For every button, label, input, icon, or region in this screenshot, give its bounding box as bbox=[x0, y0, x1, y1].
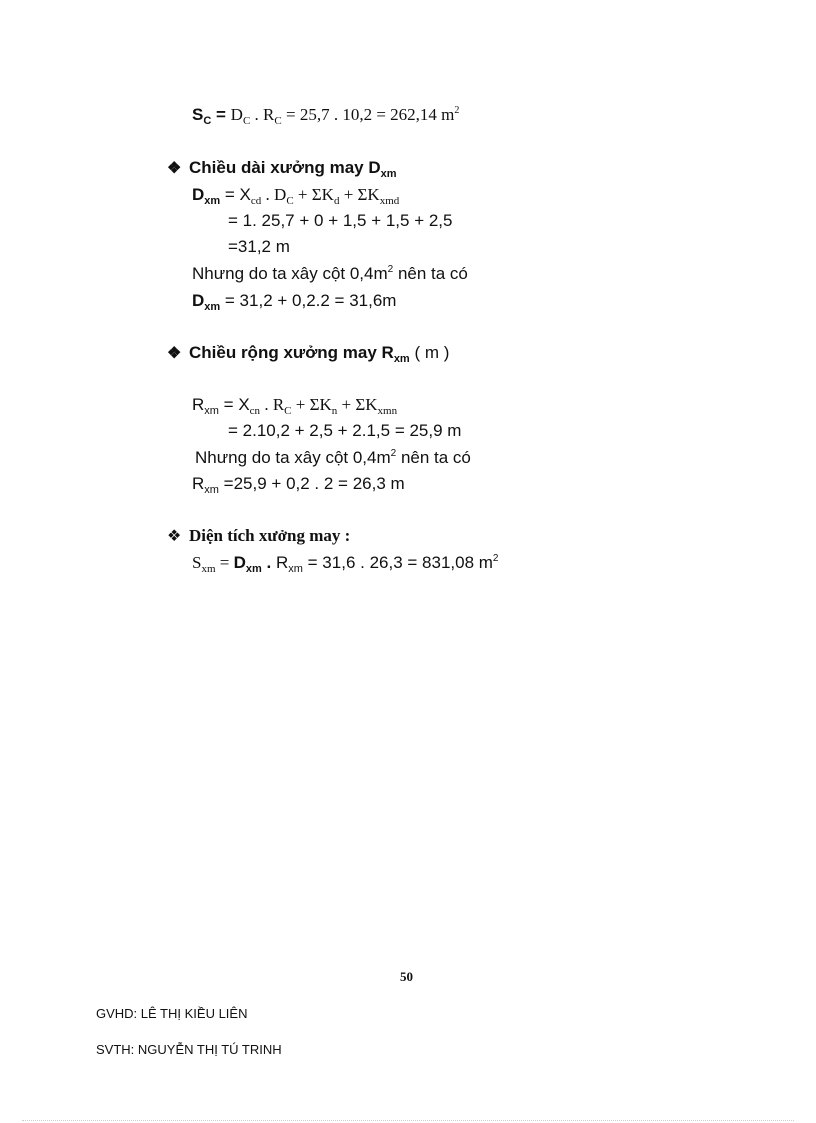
note2-sup: 2 bbox=[390, 448, 397, 459]
dxm-result: =31,2 m bbox=[228, 237, 290, 256]
rxm-term-kn-sub: n bbox=[331, 405, 338, 417]
dxm-final bbox=[192, 290, 396, 312]
sc-equals: = bbox=[211, 105, 231, 124]
dxm-term-kxmd-sub: xmd bbox=[379, 195, 400, 207]
heading-area bbox=[167, 525, 350, 547]
dxm-term-kxmd: + ΣK bbox=[339, 185, 380, 204]
rxm-calc: = 2.10,2 + 2,5 + 2.1,5 = 25,9 m bbox=[228, 421, 462, 440]
dxm-sub: xm bbox=[204, 195, 221, 207]
sxm-symbol: S bbox=[192, 553, 202, 572]
rxm-final bbox=[192, 473, 405, 495]
dxm-calc: = 1. 25,7 + 0 + 1,5 + 1,5 + 2,5 bbox=[228, 211, 453, 230]
heading-width bbox=[167, 342, 449, 365]
sc-r: . R bbox=[250, 105, 275, 124]
rxm-term-kxmn-sub: xmn bbox=[377, 405, 398, 417]
dxm-term-d: . D bbox=[261, 185, 287, 204]
note1-tail: nên ta có bbox=[393, 264, 468, 283]
dxm-final-value: = 31,2 + 0,2.2 = 31,6m bbox=[220, 291, 397, 310]
sxm-d: D bbox=[233, 553, 246, 572]
rxm-formula bbox=[192, 394, 397, 416]
sxm-dot: . bbox=[261, 553, 276, 572]
sc-r-sub: C bbox=[274, 115, 282, 127]
heading-width-text: Chiều rộng xưởng may R bbox=[189, 343, 394, 362]
dxm-term-kd: + ΣK bbox=[293, 185, 334, 204]
sc-sup: 2 bbox=[454, 105, 460, 116]
sc-symbol: S bbox=[192, 105, 204, 124]
note2-text: Nhưng do ta xây cột 0,4m bbox=[195, 448, 391, 467]
sxm-value: = 31,6 . 26,3 = 831,08 m bbox=[302, 553, 493, 572]
heading-area-text: Diện tích xưởng may : bbox=[189, 526, 351, 545]
page-number: 50 bbox=[400, 969, 413, 984]
sxm-eq: = bbox=[215, 553, 234, 572]
dxm-formula bbox=[192, 184, 399, 206]
diamond-bullet-icon: ❖ bbox=[167, 160, 182, 177]
diamond-bullet-icon: ❖ bbox=[167, 526, 182, 545]
heading-width-unit: ( m ) bbox=[409, 343, 450, 362]
rxm-final-symbol: R bbox=[192, 474, 205, 493]
page-bottom-border bbox=[22, 1120, 794, 1121]
rxm-final-sub: xm bbox=[204, 484, 219, 496]
note2-tail: nên ta có bbox=[396, 448, 471, 467]
note1-text: Nhưng do ta xây cột 0,4m bbox=[192, 264, 388, 283]
dxm-final-symbol: D bbox=[192, 291, 205, 310]
footer-svth: SVTH: NGUYỄN THỊ TÚ TRINH bbox=[96, 1042, 282, 1057]
rxm-eq: = X bbox=[218, 395, 250, 414]
sxm-d-sub: xm bbox=[245, 563, 262, 575]
sc-d: D bbox=[230, 105, 243, 124]
sxm-sup: 2 bbox=[492, 553, 499, 564]
dxm-term-d-sub: C bbox=[286, 195, 294, 207]
rxm-term-r-sub: C bbox=[284, 405, 292, 417]
xcn-sub: cn bbox=[249, 405, 261, 417]
sc-d-sub: C bbox=[242, 115, 251, 127]
dxm-term-kd-sub: d bbox=[333, 195, 340, 207]
sc-formula bbox=[192, 104, 459, 126]
sxm-r: R bbox=[275, 553, 289, 572]
rxm-sub: xm bbox=[204, 405, 219, 417]
heading-width-sub: xm bbox=[393, 353, 410, 365]
diamond-bullet-icon: ❖ bbox=[167, 345, 182, 362]
footer-gvhd: GVHD: LÊ THỊ KIỀU LIÊN bbox=[96, 1006, 248, 1021]
heading-length-text: Chiều dài xưởng may D bbox=[189, 158, 381, 177]
heading-length-sub: xm bbox=[380, 168, 397, 180]
sc-value: = 25,7 . 10,2 = 262,14 m bbox=[281, 105, 455, 124]
note1-sup: 2 bbox=[387, 264, 394, 275]
heading-length bbox=[167, 157, 397, 180]
dxm-symbol: D bbox=[192, 185, 205, 204]
rxm-symbol: R bbox=[192, 395, 205, 414]
dxm-final-sub: xm bbox=[204, 301, 221, 313]
sxm-sub: xm bbox=[201, 563, 216, 575]
rxm-final-value: =25,9 + 0,2 . 2 = 26,3 m bbox=[218, 474, 405, 493]
sxm-r-sub: xm bbox=[288, 563, 303, 575]
sc-subscript: C bbox=[203, 115, 212, 127]
rxm-term-kn: + ΣK bbox=[291, 395, 332, 414]
sxm-formula bbox=[192, 552, 498, 574]
note-column-1 bbox=[192, 263, 468, 285]
dxm-eq: = X bbox=[220, 185, 251, 204]
rxm-term-kxmn: + ΣK bbox=[337, 395, 378, 414]
xcd-sub: cd bbox=[250, 195, 262, 207]
rxm-term-r: . R bbox=[260, 395, 285, 414]
note-column-2 bbox=[195, 447, 471, 469]
